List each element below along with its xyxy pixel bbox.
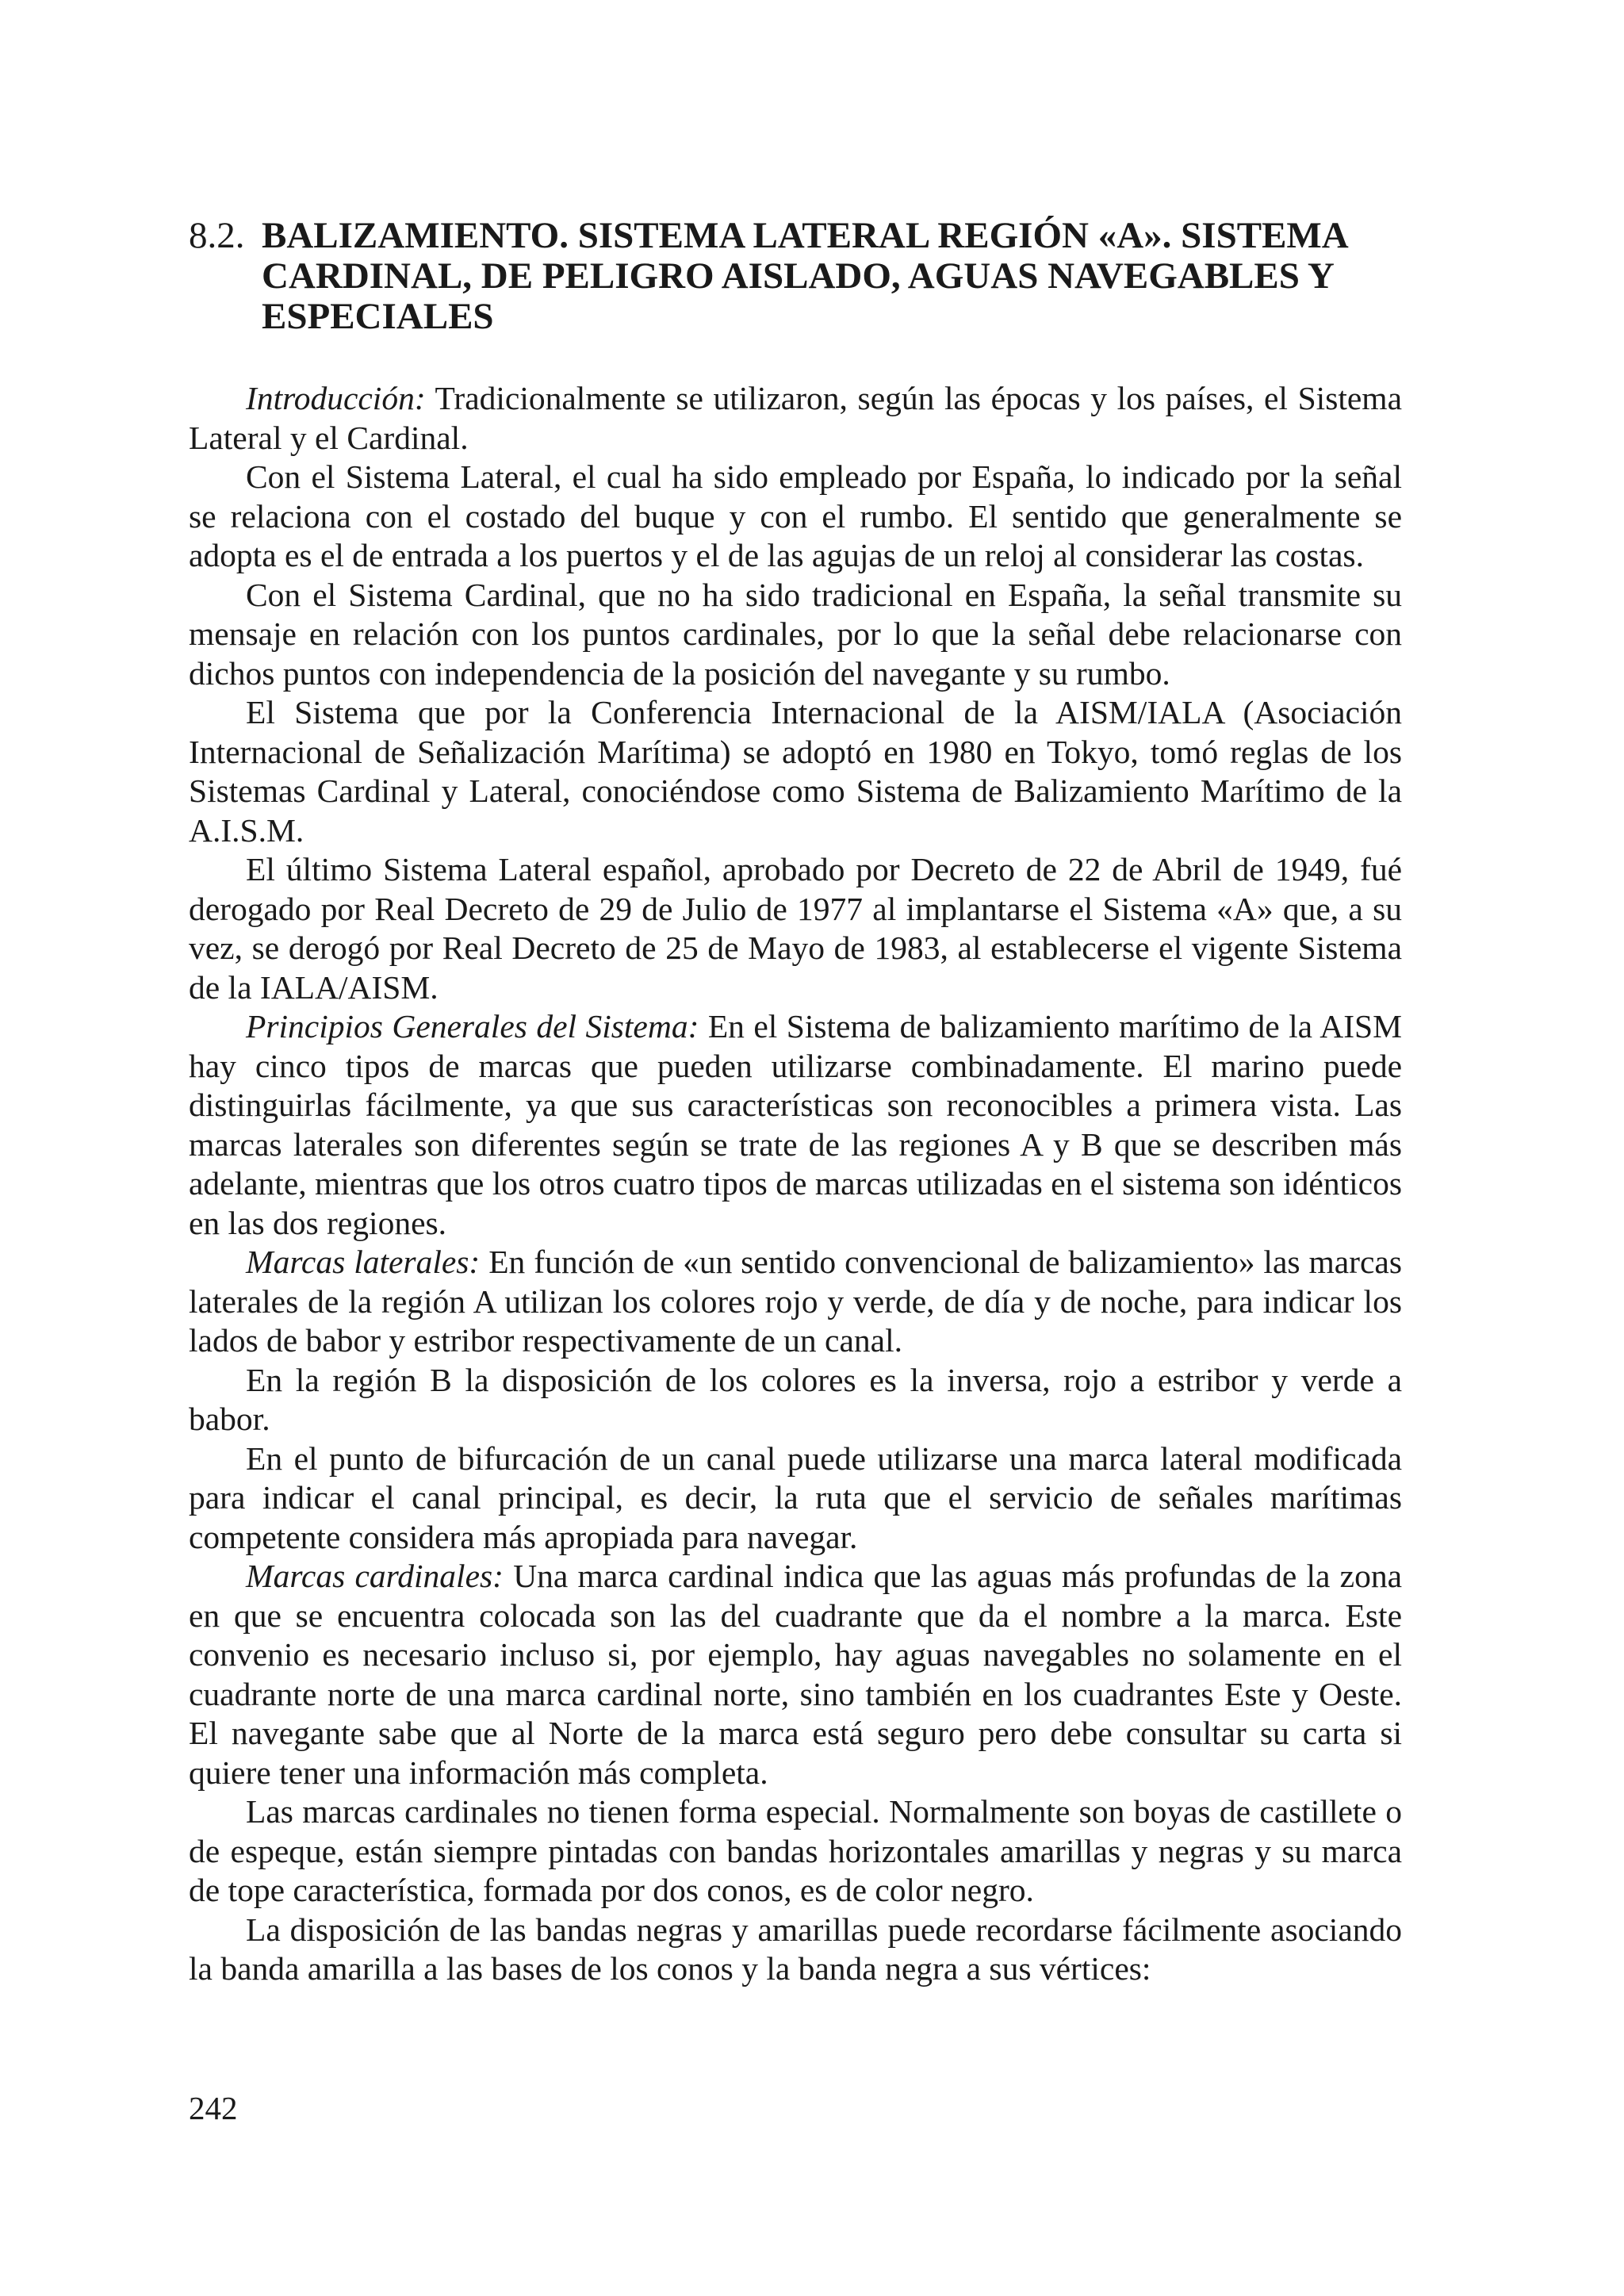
paragraph-bifurcacion [189, 1439, 1402, 1558]
paragraph-text: Las marcas cardinales no tienen forma especial. Normalmente son boyas de castillete o de espeque, están siempre pintadas con bandas horizontales amarillas y negras y su marca de tope característica, formada por dos conos, es de color negro. [189, 1793, 1402, 1908]
paragraph-lead: Marcas cardinales: [246, 1558, 504, 1594]
paragraph-text: Una marca cardinal indica que las aguas más profundas de la zona en que se encuentra colocada son las del cuadrante que da el nombre a la marca. Este convenio es necesario incluso si, por ejemplo, hay aguas navegables no solamente en el cuadrante norte de una marca cardinal norte, sino también en los cuadrantes Este y Oeste. El navegante sabe que al Norte de la marca está seguro pero debe consultar su carta si quiere tener una información más completa. [189, 1558, 1402, 1791]
paragraph-principios-generales [189, 1007, 1402, 1243]
paragraph-sistema-cardinal [189, 576, 1402, 694]
paragraph-introduccion [189, 379, 1402, 458]
paragraph-text: Con el Sistema Lateral, el cual ha sido empleado por España, lo indicado por la señal se relaciona con el costado del buque y con el rumbo. El sentido que generalmente se adopta es el de entrada a los puertos y el de las agujas de un reloj al considerar las costas. [189, 458, 1402, 573]
paragraph-disposicion-bandas [189, 1911, 1402, 1989]
section-title: BALIZAMIENTO. SISTEMA LATERAL REGIÓN «A». SISTEMA CARDINAL, DE PELIGRO AISLADO, AGUAS NAVEGABLES Y ESPECIALES [262, 215, 1347, 337]
paragraph-region-b [189, 1361, 1402, 1439]
paragraph-lead: Marcas laterales: [246, 1244, 481, 1280]
paragraph-text: La disposición de las bandas negras y amarillas puede recordarse fácilmente asociando la banda amarilla a las bases de los conos y la banda negra a sus vértices: [189, 1911, 1402, 1987]
paragraph-lead: Principios Generales del Sistema: [246, 1008, 699, 1045]
paragraph-forma-cardinales [189, 1792, 1402, 1911]
paragraph-text: Con el Sistema Cardinal, que no ha sido tradicional en España, la señal transmite su mensaje en relación con los puntos cardinales, por lo que la señal debe relacionarse con dichos puntos con independencia de la posición del navegante y su rumbo. [189, 576, 1402, 692]
paragraph-aism-iala [189, 693, 1402, 850]
paragraph-text: El Sistema que por la Conferencia Internacional de la AISM/IALA (Asociación Internacional de Señalización Marítima) se adoptó en 1980 en Tokyo, tomó reglas de los Sistemas Cardinal y Lateral, conociéndose como Sistema de Balizamiento Marítimo de la A.I.S.M. [189, 694, 1402, 849]
paragraph-marcas-cardinales [189, 1557, 1402, 1792]
paragraph-text: En el Sistema de balizamiento marítimo de la AISM hay cinco tipos de marcas que pueden utilizarse combinadamente. El marino puede distinguirlas fácilmente, ya que sus características son reconocibles a primera vista. Las marcas laterales son diferentes según se trate de las regiones A y B que se describen más adelante, mientras que los otros cuatro tipos de marcas utilizadas en el sistema son idénticos en las dos regiones. [189, 1008, 1402, 1241]
paragraph-text: En el punto de bifurcación de un canal puede utilizarse una marca lateral modificada para indicar el canal principal, es decir, la ruta que el servicio de señales marítimas competente considera más apropiada para navegar. [189, 1439, 1402, 1555]
paragraph-sistema-lateral [189, 458, 1402, 576]
section-number: 8.2. [189, 215, 245, 256]
paragraph-text: En la región B la disposición de los colores es la inversa, rojo a estribor y verde a babor. [189, 1361, 1402, 1437]
paragraph-marcas-laterales [189, 1243, 1402, 1361]
paragraph-lead: Introducción: [246, 380, 426, 416]
paragraph-text: El último Sistema Lateral español, aprobado por Decreto de 22 de Abril de 1949, fué derogado por Real Decreto de 29 de Julio de 1977 al implantarse el Sistema «A» que, a su vez, se derogó por Real Decreto de 25 de Mayo de 1983, al establecerse el vigente Sistema de la IALA/AISM. [189, 851, 1402, 1006]
page-number: 242 [189, 2090, 238, 2126]
paragraph-text: Tradicionalmente se utilizaron, según las épocas y los países, el Sistema Lateral y el Cardinal. [189, 380, 1402, 456]
paragraph-ultimo-sistema [189, 850, 1402, 1007]
body-text [189, 379, 1402, 1989]
section-heading [189, 216, 1426, 337]
paragraph-text: En función de «un sentido convencional de balizamiento» las marcas laterales de la región A utilizan los colores rojo y verde, de día y de noche, para indicar los lados de babor y estribor respectivamente de un canal. [189, 1244, 1402, 1359]
